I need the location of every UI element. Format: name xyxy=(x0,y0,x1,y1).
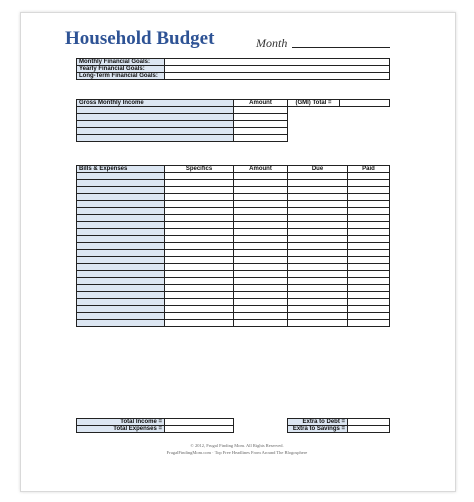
bill-name-cell[interactable] xyxy=(77,180,165,187)
bill-specifics-cell[interactable] xyxy=(165,236,234,243)
month-input-line[interactable] xyxy=(292,47,390,48)
bill-name-cell[interactable] xyxy=(77,173,165,180)
bill-specifics-cell[interactable] xyxy=(165,229,234,236)
bill-paid-cell[interactable] xyxy=(348,229,390,236)
bill-row xyxy=(77,180,390,187)
bill-amount-cell[interactable] xyxy=(234,306,288,313)
bills-header-amount: Amount xyxy=(234,166,288,173)
bill-amount-cell[interactable] xyxy=(234,299,288,306)
bill-row xyxy=(77,250,390,257)
income-spacer xyxy=(288,107,390,114)
bill-amount-cell[interactable] xyxy=(234,292,288,299)
bill-row xyxy=(77,313,390,320)
bills-header-bills-expenses: Bills & Expenses xyxy=(77,166,165,173)
bill-specifics-cell[interactable] xyxy=(165,243,234,250)
bill-specifics-cell[interactable] xyxy=(165,299,234,306)
bill-due-cell[interactable] xyxy=(288,201,348,208)
bills-header-paid: Paid xyxy=(348,166,390,173)
bill-amount-cell[interactable] xyxy=(234,222,288,229)
bill-paid-cell[interactable] xyxy=(348,208,390,215)
bill-specifics-cell[interactable] xyxy=(165,222,234,229)
bill-amount-cell[interactable] xyxy=(234,215,288,222)
bill-paid-cell[interactable] xyxy=(348,299,390,306)
bill-due-cell[interactable] xyxy=(288,208,348,215)
income-spacer xyxy=(288,135,390,142)
extra-savings-value[interactable] xyxy=(348,426,390,433)
bill-amount-cell[interactable] xyxy=(234,320,288,327)
bill-due-cell[interactable] xyxy=(288,194,348,201)
bill-paid-cell[interactable] xyxy=(348,243,390,250)
bill-amount-cell[interactable] xyxy=(234,271,288,278)
total-income-value[interactable] xyxy=(165,419,234,426)
bill-row xyxy=(77,257,390,264)
bill-due-cell[interactable] xyxy=(288,222,348,229)
bill-row xyxy=(77,243,390,250)
bills-header-due: Due xyxy=(288,166,348,173)
bill-row xyxy=(77,285,390,292)
income-spacer xyxy=(288,128,390,135)
bill-name-cell[interactable] xyxy=(77,285,165,292)
income-row xyxy=(77,114,390,121)
bill-name-cell[interactable] xyxy=(77,229,165,236)
bill-name-cell[interactable] xyxy=(77,201,165,208)
goal-input[interactable] xyxy=(165,73,390,80)
income-header-amount: Amount xyxy=(234,100,288,107)
bill-paid-cell[interactable] xyxy=(348,222,390,229)
bill-due-cell[interactable] xyxy=(288,215,348,222)
bill-specifics-cell[interactable] xyxy=(165,257,234,264)
total-expenses-value[interactable] xyxy=(165,426,234,433)
bill-specifics-cell[interactable] xyxy=(165,278,234,285)
bill-due-cell[interactable] xyxy=(288,278,348,285)
bill-specifics-cell[interactable] xyxy=(165,173,234,180)
bill-paid-cell[interactable] xyxy=(348,292,390,299)
bill-amount-cell[interactable] xyxy=(234,278,288,285)
income-spacer xyxy=(288,121,390,128)
bill-paid-cell[interactable] xyxy=(348,173,390,180)
bill-due-cell[interactable] xyxy=(288,187,348,194)
extra-debt-label: Extra to Debt = xyxy=(288,419,348,426)
bill-due-cell[interactable] xyxy=(288,173,348,180)
bill-amount-cell[interactable] xyxy=(234,187,288,194)
bill-paid-cell[interactable] xyxy=(348,250,390,257)
income-amount-cell[interactable] xyxy=(234,121,288,128)
bill-row xyxy=(77,201,390,208)
income-source-cell[interactable] xyxy=(77,114,234,121)
bills-header-specifics: Specifics xyxy=(165,166,234,173)
bill-name-cell[interactable] xyxy=(77,278,165,285)
bill-row xyxy=(77,236,390,243)
bill-due-cell[interactable] xyxy=(288,292,348,299)
bill-amount-cell[interactable] xyxy=(234,264,288,271)
bill-paid-cell[interactable] xyxy=(348,215,390,222)
bill-due-cell[interactable] xyxy=(288,271,348,278)
bill-amount-cell[interactable] xyxy=(234,194,288,201)
bill-amount-cell[interactable] xyxy=(234,208,288,215)
bill-due-cell[interactable] xyxy=(288,257,348,264)
bill-name-cell[interactable] xyxy=(77,257,165,264)
bill-amount-cell[interactable] xyxy=(234,285,288,292)
goal-label: Long-Term Financial Goals: xyxy=(77,73,165,80)
bill-name-cell[interactable] xyxy=(77,299,165,306)
income-table xyxy=(76,99,390,142)
month-label: Month xyxy=(256,36,288,50)
income-amount-cell[interactable] xyxy=(234,128,288,135)
bill-row xyxy=(77,222,390,229)
bill-paid-cell[interactable] xyxy=(348,313,390,320)
goal-input[interactable] xyxy=(165,59,390,66)
bill-row xyxy=(77,306,390,313)
bill-specifics-cell[interactable] xyxy=(165,313,234,320)
goal-row xyxy=(77,73,390,80)
bill-name-cell[interactable] xyxy=(77,208,165,215)
bill-specifics-cell[interactable] xyxy=(165,285,234,292)
goal-input[interactable] xyxy=(165,66,390,73)
page-title: Household Budget xyxy=(65,28,215,49)
bill-specifics-cell[interactable] xyxy=(165,306,234,313)
bill-name-cell[interactable] xyxy=(77,320,165,327)
income-amount-cell[interactable] xyxy=(234,114,288,121)
bill-specifics-cell[interactable] xyxy=(165,292,234,299)
bill-name-cell[interactable] xyxy=(77,194,165,201)
extra-savings-label: Extra to Savings = xyxy=(288,426,348,433)
bill-amount-cell[interactable] xyxy=(234,229,288,236)
bill-due-cell[interactable] xyxy=(288,264,348,271)
bill-name-cell[interactable] xyxy=(77,292,165,299)
income-row xyxy=(77,121,390,128)
bill-paid-cell[interactable] xyxy=(348,257,390,264)
bill-specifics-cell[interactable] xyxy=(165,208,234,215)
bill-due-cell[interactable] xyxy=(288,285,348,292)
totals-table xyxy=(76,418,390,433)
bill-paid-cell[interactable] xyxy=(348,285,390,292)
income-header-source: Gross Monthly Income xyxy=(77,100,234,107)
bill-name-cell[interactable] xyxy=(77,264,165,271)
footer-site: FrugalFindingMom.com · Top Free Headlines From Around The Blogosphere xyxy=(166,450,308,455)
income-source-cell[interactable] xyxy=(77,135,234,142)
bill-row xyxy=(77,299,390,306)
bill-paid-cell[interactable] xyxy=(348,278,390,285)
income-header-total: (GMI) Total = xyxy=(288,100,340,107)
bill-specifics-cell[interactable] xyxy=(165,201,234,208)
income-source-cell[interactable] xyxy=(77,107,234,114)
bill-amount-cell[interactable] xyxy=(234,173,288,180)
bill-amount-cell[interactable] xyxy=(234,313,288,320)
bill-specifics-cell[interactable] xyxy=(165,187,234,194)
bill-due-cell[interactable] xyxy=(288,306,348,313)
bill-amount-cell[interactable] xyxy=(234,236,288,243)
income-amount-cell[interactable] xyxy=(234,107,288,114)
bill-due-cell[interactable] xyxy=(288,320,348,327)
bill-due-cell[interactable] xyxy=(288,180,348,187)
bill-paid-cell[interactable] xyxy=(348,306,390,313)
goal-row xyxy=(77,66,390,73)
bill-due-cell[interactable] xyxy=(288,299,348,306)
bill-paid-cell[interactable] xyxy=(348,271,390,278)
bill-row xyxy=(77,229,390,236)
bill-row xyxy=(77,264,390,271)
bills-table xyxy=(76,165,390,327)
bill-row xyxy=(77,208,390,215)
bill-due-cell[interactable] xyxy=(288,250,348,257)
bill-due-cell[interactable] xyxy=(288,236,348,243)
bill-row xyxy=(77,194,390,201)
bill-specifics-cell[interactable] xyxy=(165,264,234,271)
bill-specifics-cell[interactable] xyxy=(165,320,234,327)
bill-specifics-cell[interactable] xyxy=(165,215,234,222)
income-source-cell[interactable] xyxy=(77,121,234,128)
bill-paid-cell[interactable] xyxy=(348,187,390,194)
bill-amount-cell[interactable] xyxy=(234,201,288,208)
bill-paid-cell[interactable] xyxy=(348,236,390,243)
goal-label: Yearly Financial Goals: xyxy=(77,66,165,73)
goals-table xyxy=(76,58,390,80)
bill-amount-cell[interactable] xyxy=(234,180,288,187)
bill-name-cell[interactable] xyxy=(77,313,165,320)
bill-due-cell[interactable] xyxy=(288,243,348,250)
bill-name-cell[interactable] xyxy=(77,222,165,229)
bill-specifics-cell[interactable] xyxy=(165,271,234,278)
bill-name-cell[interactable] xyxy=(77,243,165,250)
bill-row xyxy=(77,215,390,222)
bill-row xyxy=(77,271,390,278)
bill-row xyxy=(77,278,390,285)
goal-row xyxy=(77,59,390,66)
bill-amount-cell[interactable] xyxy=(234,257,288,264)
bill-paid-cell[interactable] xyxy=(348,320,390,327)
bill-row xyxy=(77,187,390,194)
bill-row xyxy=(77,320,390,327)
bill-name-cell[interactable] xyxy=(77,306,165,313)
income-total-cell[interactable] xyxy=(340,100,390,107)
bill-specifics-cell[interactable] xyxy=(165,250,234,257)
bill-name-cell[interactable] xyxy=(77,236,165,243)
bill-paid-cell[interactable] xyxy=(348,264,390,271)
bill-due-cell[interactable] xyxy=(288,313,348,320)
income-source-cell[interactable] xyxy=(77,128,234,135)
income-row xyxy=(77,128,390,135)
income-row xyxy=(77,107,390,114)
bill-name-cell[interactable] xyxy=(77,250,165,257)
bill-due-cell[interactable] xyxy=(288,229,348,236)
extra-debt-value[interactable] xyxy=(348,419,390,426)
income-amount-cell[interactable] xyxy=(234,135,288,142)
income-spacer xyxy=(288,114,390,121)
income-row xyxy=(77,135,390,142)
bill-amount-cell[interactable] xyxy=(234,243,288,250)
bill-paid-cell[interactable] xyxy=(348,194,390,201)
footer-copyright: © 2012, Frugal Finding Mom. All Rights Reserved. xyxy=(190,443,284,448)
bill-row xyxy=(77,173,390,180)
bill-name-cell[interactable] xyxy=(77,187,165,194)
bill-specifics-cell[interactable] xyxy=(165,194,234,201)
bill-row xyxy=(77,292,390,299)
total-income-label: Total Income = xyxy=(77,419,165,426)
bill-specifics-cell[interactable] xyxy=(165,180,234,187)
bill-name-cell[interactable] xyxy=(77,215,165,222)
bill-paid-cell[interactable] xyxy=(348,201,390,208)
goal-label: Monthly Financial Goals: xyxy=(77,59,165,66)
total-expenses-label: Total Expenses = xyxy=(77,426,165,433)
bill-name-cell[interactable] xyxy=(77,271,165,278)
bill-amount-cell[interactable] xyxy=(234,250,288,257)
bill-paid-cell[interactable] xyxy=(348,180,390,187)
